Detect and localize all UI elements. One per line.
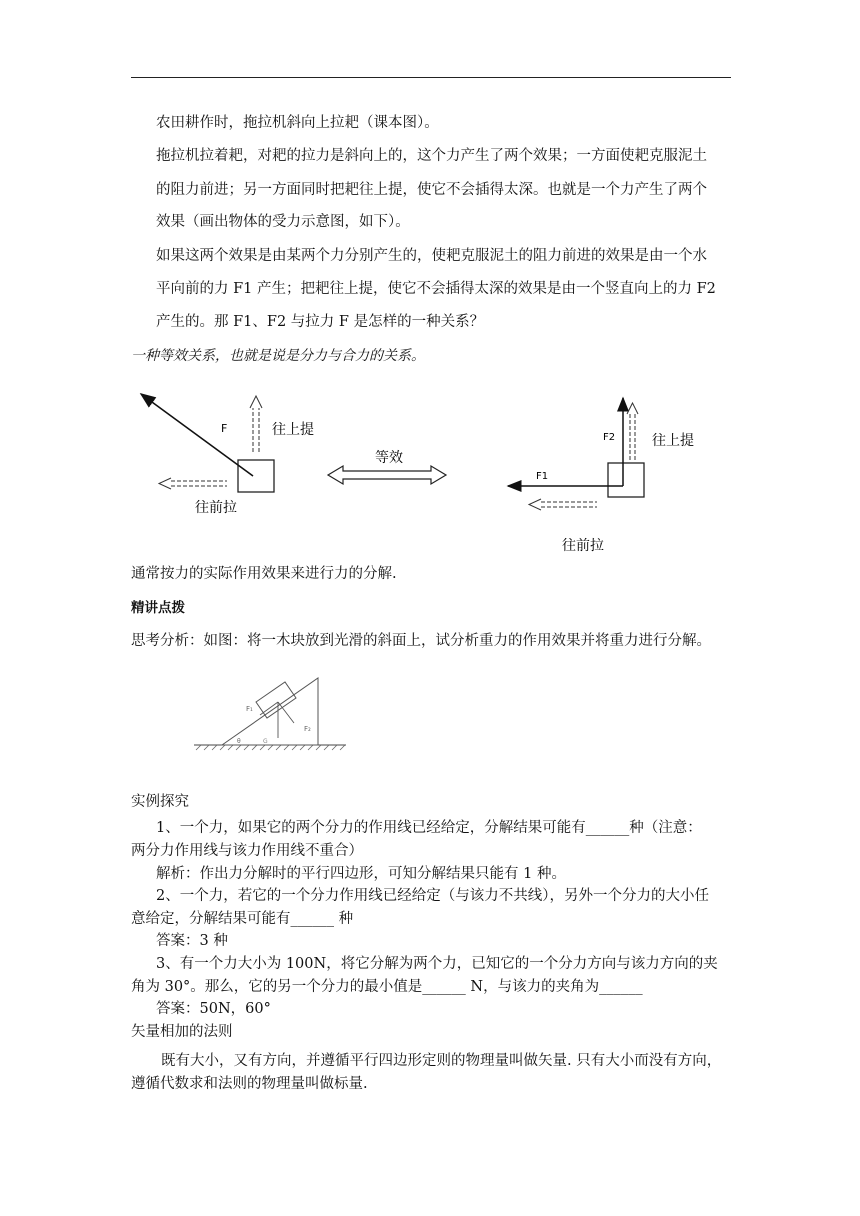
italic-answer: 一种等效关系，也就是说是分力与合力的关系。 (131, 348, 425, 364)
incline (222, 678, 318, 745)
left-F-label: F (221, 422, 228, 435)
think-analysis: 思考分析：如图：将一木块放到光滑的斜面上，试分析重力的作用效果并将重力进行分解。 (131, 633, 711, 649)
equivalence-label: 等效 (375, 450, 403, 466)
paragraph-line: 的阻力前进；另一方面同时把耙往上提，使它不会插得太深。也就是一个力产生了两个 (156, 182, 707, 198)
equivalence-double-arrow (328, 466, 446, 484)
question-3-line: 3、有一个力大小为 100N，将它分解为两个力，已知它的一个分力方向与该力方向的夹 (156, 956, 718, 972)
question-2-answer: 答案：3 种 (156, 933, 228, 949)
question-2-line: 2、一个力，若它的一个分力作用线已经给定（与该力不共线），另外一个分力的大小任 (156, 888, 709, 904)
heading-vector: 矢量相加的法则 (131, 1024, 233, 1040)
g-label: G (263, 738, 268, 745)
question-2-line: 意给定，分解结果可能有______ 种 (131, 911, 354, 927)
paragraph-line: 拖拉机拉着耙，对耙的拉力是斜向上的，这个力产生了两个效果；一方面使耙克服泥土 (156, 148, 707, 164)
right-up-dashed-arrow (627, 403, 638, 460)
vector-definition-line: 既有大小，又有方向，并遵循平行四边形定则的物理量叫做矢量. 只有大小而没有方向， (161, 1053, 722, 1069)
right-forward-dashed-arrow (529, 499, 597, 510)
paragraph-line: 平向前的力 F1 产生；把耙往上提，使它不会插得太深的效果是由一个竖直向上的力 F2 (156, 281, 716, 297)
f1-arrow (260, 702, 278, 715)
left-force-F-arrow (141, 394, 253, 476)
ground-hatch (196, 745, 345, 750)
paragraph-line: 效果（画出物体的受力示意图，如下）。 (156, 214, 410, 230)
header-rule (131, 77, 731, 78)
incline-diagram (190, 670, 350, 756)
question-1-answer: 解析：作出力分解时的平行四边形，可知分解结果只能有 1 种。 (156, 866, 566, 882)
question-3-line: 角为 30°。那么，它的另一个分力的最小值是______ N，与该力的夹角为______ (131, 979, 643, 995)
left-up-dashed-arrow (250, 396, 262, 452)
paragraph-line: 如果这两个效果是由某两个力分别产生的，使耙克服泥土的阻力前进的效果是由一个水 (156, 248, 707, 264)
theta-label: θ (237, 738, 241, 745)
paragraph-line: 产生的。那 F1、F2 与拉力 F 是怎样的一种关系？ (156, 314, 485, 330)
right-F1-label: F1 (536, 471, 549, 482)
question-1-line: 1、一个力，如果它的两个分力的作用线已经给定，分解结果可能有______种（注意： (156, 820, 702, 836)
block (256, 682, 296, 718)
heading-shili: 实例探究 (131, 794, 189, 810)
paragraph-intro: 农田耕作时，拖拉机斜向上拉耙（课本图）。 (156, 115, 439, 131)
force-decomposition-diagram (131, 370, 731, 565)
left-box (238, 460, 274, 492)
question-1-line: 两分力作用线与该力作用线不重合） (131, 843, 363, 859)
left-up-label: 往上提 (272, 422, 314, 438)
right-up-label: 往上提 (652, 433, 694, 449)
vector-definition-line: 遵循代数求和法则的物理量叫做标量. (131, 1076, 368, 1092)
f1-label: F₁ (246, 705, 253, 713)
left-forward-label: 往前拉 (195, 500, 237, 516)
question-3-answer: 答案：50N，60° (156, 1001, 271, 1017)
left-forward-dashed-arrow (159, 478, 227, 489)
right-box (608, 463, 644, 497)
right-F2-label: F2 (603, 432, 616, 443)
right-forward-label: 往前拉 (562, 538, 604, 554)
f2-label: F₂ (304, 725, 311, 733)
after-diagram-text: 通常按力的实际作用效果来进行力的分解. (131, 566, 397, 582)
heading-jingjiang: 精讲点拨 (131, 600, 185, 616)
